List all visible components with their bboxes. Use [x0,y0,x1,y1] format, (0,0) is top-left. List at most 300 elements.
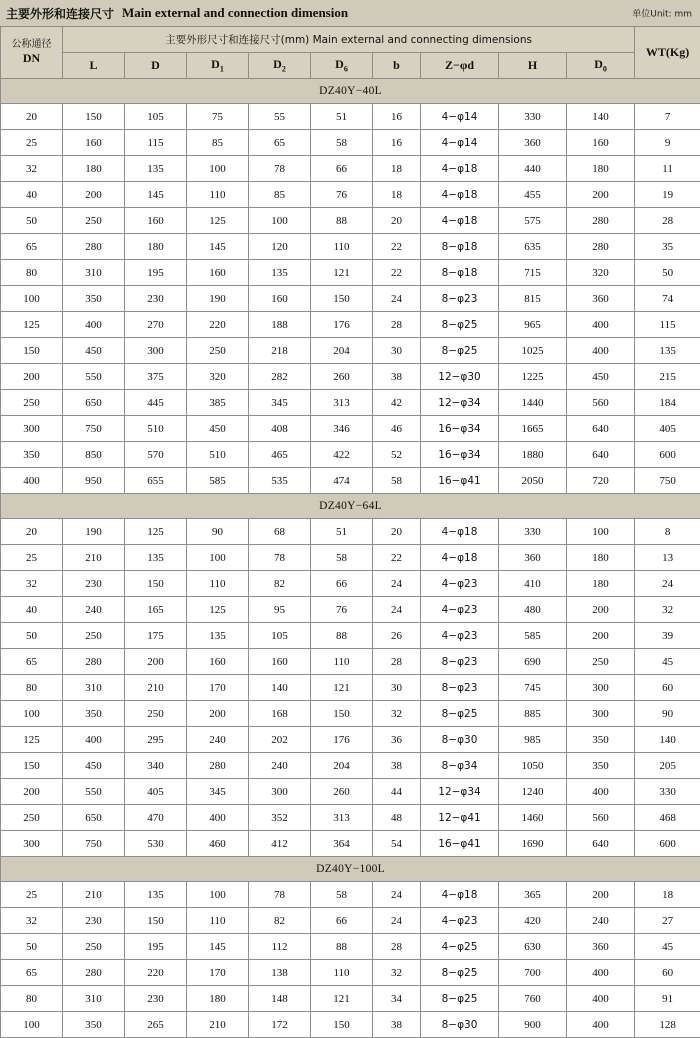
cell-value: 51 [311,519,373,545]
cell-value: 300 [125,338,187,364]
cell-value: 34 [373,986,421,1012]
cell-value: 45 [635,934,700,960]
cell-value: 1050 [499,753,567,779]
cell-value: 2050 [499,468,567,494]
cell-value: 230 [63,571,125,597]
cell-value: 76 [311,597,373,623]
cell-value: 282 [249,364,311,390]
cell-value: 180 [63,156,125,182]
cell-value: 200 [567,623,635,649]
cell-value: 200 [567,182,635,208]
cell-value: 121 [311,675,373,701]
cell-value: 210 [187,1012,249,1038]
cell-value: 195 [125,934,187,960]
table-row [1,364,700,390]
cell-value: 250 [63,208,125,234]
cell-value: 412 [249,831,311,857]
cell-value: 474 [311,468,373,494]
cell-value: 575 [499,208,567,234]
cell-value: 1880 [499,442,567,468]
cell-value: 885 [499,701,567,727]
cell-dn: 20 [1,104,63,130]
table-row [1,156,700,182]
cell-value: 20 [373,208,421,234]
cell-value: 690 [499,649,567,675]
cell-value: 346 [311,416,373,442]
header-unit: 单位Unit: mm [632,7,692,20]
cell-dn: 32 [1,571,63,597]
cell-value: 210 [63,545,125,571]
cell-value: 30 [373,338,421,364]
col-header-d0: $D_0$ [567,53,635,79]
cell-dn: 150 [1,753,63,779]
cell-value: 410 [499,571,567,597]
cell-value: 135 [249,260,311,286]
cell-value: 280 [63,649,125,675]
table-row [1,468,700,494]
cell-value: 422 [311,442,373,468]
cell-value: 170 [187,960,249,986]
cell-value: 240 [187,727,249,753]
cell-value: 74 [635,286,700,312]
cell-value: 55 [249,104,311,130]
cell-value: 65 [249,130,311,156]
cell-value: 4−φ23 [421,908,499,934]
cell-value: 78 [249,156,311,182]
cell-value: 230 [63,908,125,934]
cell-value: 39 [635,623,700,649]
cell-value: 310 [63,675,125,701]
cell-dn: 400 [1,468,63,494]
cell-value: 150 [311,1012,373,1038]
col-header-dn [1,27,63,79]
table-row [1,312,700,338]
cell-value: 16−φ41 [421,831,499,857]
cell-value: 260 [311,779,373,805]
cell-value: 985 [499,727,567,753]
cell-value: 160 [63,130,125,156]
cell-value: 200 [63,182,125,208]
cell-value: 640 [567,831,635,857]
cell-value: 200 [567,882,635,908]
cell-value: 140 [249,675,311,701]
col-header-d6: $D_6$ [311,53,373,79]
col-header-dn-cn: 公称通径 [1,39,62,52]
cell-value: 16 [373,104,421,130]
cell-value: 570 [125,442,187,468]
cell-value: 330 [499,519,567,545]
cell-value: 365 [499,882,567,908]
cell-value: 280 [567,208,635,234]
cell-dn: 125 [1,312,63,338]
cell-value: 121 [311,986,373,1012]
table-row [1,104,700,130]
cell-value: 100 [187,156,249,182]
cell-dn: 100 [1,701,63,727]
cell-dn: 32 [1,156,63,182]
cell-value: 150 [63,104,125,130]
cell-value: 1665 [499,416,567,442]
cell-value: 450 [187,416,249,442]
cell-value: 330 [499,104,567,130]
cell-value: 350 [567,727,635,753]
cell-value: 90 [187,519,249,545]
cell-value: 100 [249,208,311,234]
cell-value: 125 [125,519,187,545]
cell-value: 54 [373,831,421,857]
cell-value: 88 [311,934,373,960]
cell-value: 220 [125,960,187,986]
cell-dn: 80 [1,675,63,701]
cell-value: 1440 [499,390,567,416]
cell-value: 150 [125,908,187,934]
cell-value: 58 [311,545,373,571]
cell-dn: 350 [1,442,63,468]
cell-value: 148 [249,986,311,1012]
cell-value: 66 [311,571,373,597]
cell-value: 184 [635,390,700,416]
cell-value: 91 [635,986,700,1012]
cell-value: 745 [499,675,567,701]
cell-value: 760 [499,986,567,1012]
cell-dn: 125 [1,727,63,753]
cell-dn: 65 [1,649,63,675]
cell-value: 24 [373,286,421,312]
cell-value: 16−φ34 [421,416,499,442]
cell-value: 195 [125,260,187,286]
table-row [1,934,700,960]
cell-value: 8−φ30 [421,1012,499,1038]
cell-value: 468 [635,805,700,831]
cell-value: 250 [63,934,125,960]
cell-value: 300 [567,701,635,727]
cell-value: 202 [249,727,311,753]
table-row [1,986,700,1012]
cell-value: 352 [249,805,311,831]
cell-value: 455 [499,182,567,208]
cell-value: 78 [249,882,311,908]
cell-value: 750 [63,416,125,442]
cell-value: 313 [311,805,373,831]
cell-dn: 50 [1,623,63,649]
cell-value: 204 [311,338,373,364]
cell-value: 200 [187,701,249,727]
cell-value: 90 [635,701,700,727]
cell-value: 250 [125,701,187,727]
cell-value: 210 [63,882,125,908]
cell-value: 121 [311,260,373,286]
cell-value: 300 [249,779,311,805]
cell-value: 150 [125,571,187,597]
cell-value: 120 [249,234,311,260]
cell-value: 160 [249,286,311,312]
cell-value: 140 [567,104,635,130]
cell-value: 8−φ18 [421,260,499,286]
cell-value: 280 [63,960,125,986]
cell-value: 360 [499,130,567,156]
cell-value: 360 [567,286,635,312]
table-row [1,338,700,364]
cell-value: 400 [567,986,635,1012]
col-header-dn-en: DN [1,51,62,66]
cell-value: 18 [635,882,700,908]
cell-value: 313 [311,390,373,416]
cell-dn: 40 [1,597,63,623]
cell-value: 58 [311,882,373,908]
cell-value: 88 [311,623,373,649]
cell-value: 18 [373,182,421,208]
cell-value: 52 [373,442,421,468]
cell-value: 630 [499,934,567,960]
cell-value: 350 [63,286,125,312]
cell-dn: 32 [1,908,63,934]
cell-value: 600 [635,831,700,857]
cell-value: 230 [125,286,187,312]
cell-value: 850 [63,442,125,468]
cell-value: 8−φ18 [421,234,499,260]
cell-dn: 300 [1,831,63,857]
cell-value: 350 [63,701,125,727]
cell-value: 4−φ23 [421,597,499,623]
cell-value: 60 [635,960,700,986]
cell-value: 110 [311,234,373,260]
cell-value: 345 [249,390,311,416]
cell-value: 22 [373,234,421,260]
cell-dn: 200 [1,364,63,390]
cell-value: 85 [249,182,311,208]
cell-value: 110 [187,571,249,597]
cell-value: 8−φ25 [421,312,499,338]
table-row [1,545,700,571]
section-header-row [1,857,700,882]
cell-value: 32 [373,960,421,986]
table-row [1,727,700,753]
cell-value: 750 [635,468,700,494]
cell-value: 340 [125,753,187,779]
cell-value: 138 [249,960,311,986]
cell-value: 26 [373,623,421,649]
table-row [1,753,700,779]
cell-dn: 300 [1,416,63,442]
cell-value: 510 [125,416,187,442]
cell-value: 560 [567,805,635,831]
cell-value: 585 [499,623,567,649]
cell-value: 250 [567,649,635,675]
cell-value: 35 [635,234,700,260]
cell-value: 24 [373,882,421,908]
cell-value: 68 [249,519,311,545]
cell-value: 270 [125,312,187,338]
cell-dn: 200 [1,779,63,805]
cell-value: 220 [187,312,249,338]
table-row [1,779,700,805]
col-header-zphid: Z−φd [421,53,499,79]
cell-value: 1225 [499,364,567,390]
cell-value: 230 [125,986,187,1012]
cell-value: 320 [187,364,249,390]
dimensions-table [0,26,700,1038]
cell-value: 145 [187,234,249,260]
cell-value: 400 [567,960,635,986]
cell-value: 465 [249,442,311,468]
col-header-l: L [63,53,125,79]
cell-value: 535 [249,468,311,494]
cell-value: 1240 [499,779,567,805]
table-row [1,1012,700,1038]
cell-value: 295 [125,727,187,753]
cell-dn: 50 [1,934,63,960]
cell-value: 205 [635,753,700,779]
cell-dn: 100 [1,286,63,312]
cell-value: 200 [567,597,635,623]
cell-value: 88 [311,208,373,234]
cell-value: 82 [249,571,311,597]
cell-value: 385 [187,390,249,416]
cell-dn: 65 [1,960,63,986]
cell-value: 1460 [499,805,567,831]
header-title-en: Main external and connection dimension [114,5,348,21]
cell-value: 100 [567,519,635,545]
cell-value: 250 [63,623,125,649]
cell-value: 145 [187,934,249,960]
cell-value: 180 [567,156,635,182]
cell-value: 400 [567,1012,635,1038]
header-row-1 [1,27,700,53]
cell-value: 175 [125,623,187,649]
cell-value: 135 [125,156,187,182]
cell-value: 200 [125,649,187,675]
cell-value: 440 [499,156,567,182]
cell-value: 32 [635,597,700,623]
cell-value: 125 [187,208,249,234]
cell-value: 32 [373,701,421,727]
cell-value: 364 [311,831,373,857]
cell-value: 135 [125,545,187,571]
cell-value: 640 [567,416,635,442]
cell-value: 170 [187,675,249,701]
page-header [0,0,700,26]
cell-value: 180 [125,234,187,260]
cell-value: 115 [635,312,700,338]
cell-value: 38 [373,1012,421,1038]
table-row [1,908,700,934]
cell-value: 28 [635,208,700,234]
cell-value: 20 [373,519,421,545]
table-row [1,882,700,908]
cell-value: 36 [373,727,421,753]
cell-value: 450 [63,338,125,364]
cell-value: 8−φ30 [421,727,499,753]
col-header-d: D [125,53,187,79]
cell-value: 8−φ25 [421,986,499,1012]
cell-value: 105 [125,104,187,130]
table-row [1,597,700,623]
cell-value: 400 [567,312,635,338]
cell-value: 76 [311,182,373,208]
cell-value: 470 [125,805,187,831]
cell-value: 110 [311,649,373,675]
cell-value: 112 [249,934,311,960]
cell-value: 38 [373,753,421,779]
header-row-2 [1,53,700,79]
cell-value: 160 [249,649,311,675]
table-row [1,960,700,986]
cell-value: 400 [63,727,125,753]
cell-value: 22 [373,260,421,286]
cell-value: 4−φ23 [421,571,499,597]
cell-value: 160 [187,649,249,675]
cell-value: 375 [125,364,187,390]
cell-value: 7 [635,104,700,130]
cell-dn: 65 [1,234,63,260]
cell-value: 8−φ25 [421,338,499,364]
cell-value: 24 [373,597,421,623]
cell-value: 145 [125,182,187,208]
cell-value: 18 [373,156,421,182]
cell-value: 110 [187,182,249,208]
col-header-b: b [373,53,421,79]
cell-value: 445 [125,390,187,416]
cell-value: 160 [567,130,635,156]
section-label: DZ40Y−100L [1,857,700,882]
cell-value: 300 [567,675,635,701]
cell-value: 8−φ23 [421,286,499,312]
cell-value: 38 [373,364,421,390]
table-row [1,519,700,545]
cell-value: 75 [187,104,249,130]
cell-dn: 250 [1,805,63,831]
cell-value: 28 [373,649,421,675]
cell-value: 50 [635,260,700,286]
cell-value: 4−φ18 [421,545,499,571]
table-row [1,701,700,727]
col-header-group: 主要外形尺寸和连接尺寸(mm) Main external and connecting dimensions [63,27,635,53]
cell-value: 28 [373,312,421,338]
cell-value: 360 [567,934,635,960]
cell-value: 28 [373,934,421,960]
cell-value: 265 [125,1012,187,1038]
cell-value: 310 [63,986,125,1012]
table-row [1,805,700,831]
cell-value: 720 [567,468,635,494]
cell-value: 105 [249,623,311,649]
cell-value: 160 [125,208,187,234]
cell-value: 815 [499,286,567,312]
cell-value: 12−φ34 [421,779,499,805]
cell-value: 150 [311,286,373,312]
col-header-d2: $D_2$ [249,53,311,79]
cell-dn: 25 [1,882,63,908]
cell-value: 4−φ18 [421,208,499,234]
cell-value: 165 [125,597,187,623]
cell-value: 100 [187,882,249,908]
cell-value: 24 [635,571,700,597]
cell-value: 190 [187,286,249,312]
cell-value: 640 [567,442,635,468]
col-header-h: H [499,53,567,79]
table-row [1,623,700,649]
cell-value: 22 [373,545,421,571]
cell-value: 650 [63,805,125,831]
cell-value: 140 [635,727,700,753]
table-row [1,182,700,208]
cell-value: 450 [567,364,635,390]
cell-value: 585 [187,468,249,494]
col-header-wt: WT(Kg) [635,27,700,79]
cell-value: 450 [63,753,125,779]
cell-value: 128 [635,1012,700,1038]
cell-value: 1690 [499,831,567,857]
